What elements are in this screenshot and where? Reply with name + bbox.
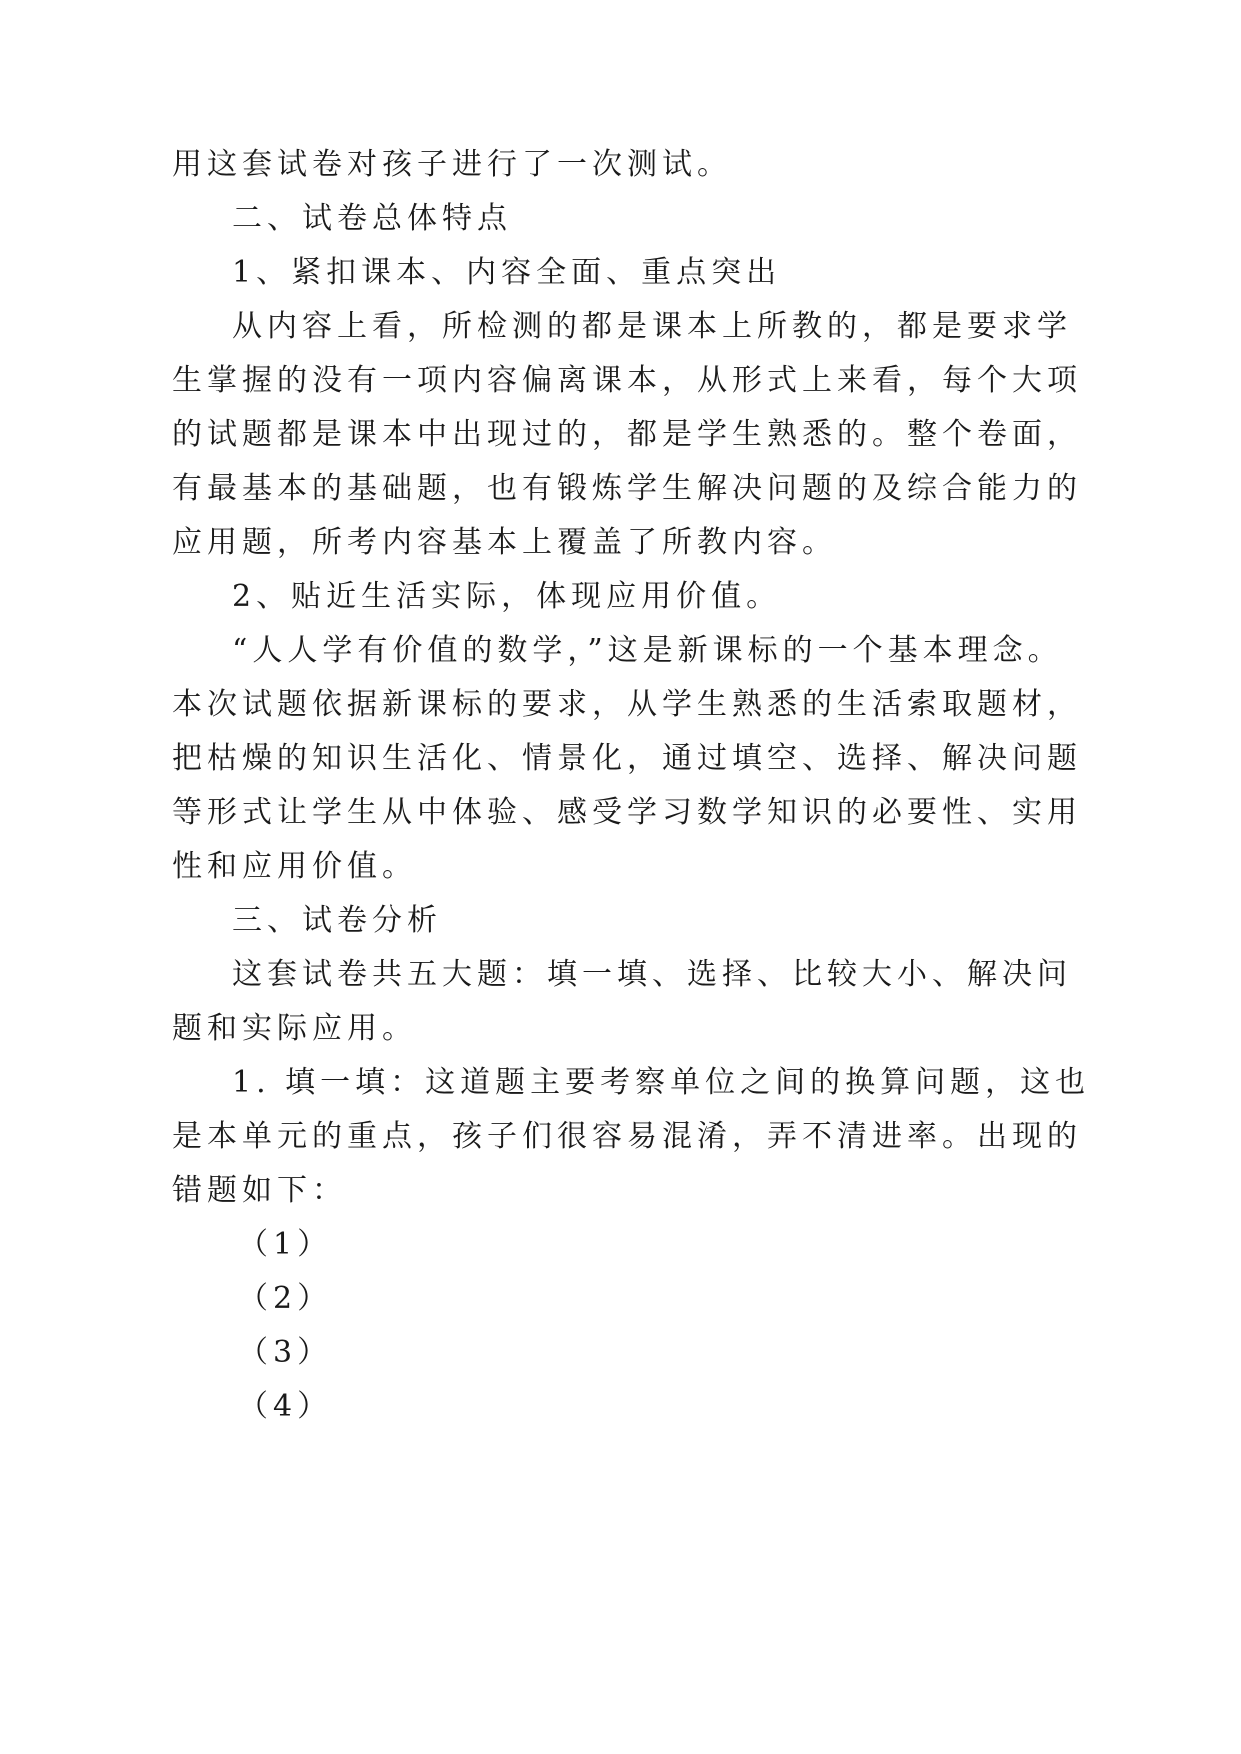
text-line: 性和应用价值。 [172, 849, 417, 884]
list-item: （4） [238, 1389, 333, 1424]
list-item: （2） [238, 1281, 333, 1316]
text-line: 错题如下： [172, 1173, 347, 1208]
section-heading: 三、试卷分析 [232, 903, 442, 938]
subsection-heading: 2、贴近生活实际，体现应用价值。 [232, 579, 782, 614]
subsection-heading: 1、紧扣课本、内容全面、重点突出 [232, 255, 782, 290]
text-line: 生掌握的没有一项内容偏离课本，从形式上来看，每个大项 [172, 363, 1082, 398]
text-line: 题和实际应用。 [172, 1011, 417, 1046]
text-line: 这套试卷共五大题：填一填、选择、比较大小、解决问 [232, 957, 1072, 992]
text-line: 是本单元的重点，孩子们很容易混淆，弄不清进率。出现的 [172, 1119, 1082, 1154]
text-line: 本次试题依据新课标的要求，从学生熟悉的生活索取题材， [172, 687, 1082, 722]
section-heading: 二、试卷总体特点 [232, 201, 512, 236]
list-item: （3） [238, 1335, 333, 1370]
text-line: 把枯燥的知识生活化、情景化，通过填空、选择、解决问题 [172, 741, 1082, 776]
text-line: 从内容上看，所检测的都是课本上所教的，都是要求学 [232, 309, 1072, 344]
text-line: “人人学有价值的数学，”这是新课标的一个基本理念。 [232, 633, 1063, 668]
text-line: 用这套试卷对孩子进行了一次测试。 [172, 147, 732, 182]
list-item: （1） [238, 1227, 333, 1262]
text-line: 1. 填一填：这道题主要考察单位之间的换算问题，这也 [232, 1065, 1091, 1100]
text-line: 的试题都是课本中出现过的，都是学生熟悉的。整个卷面， [172, 417, 1082, 452]
text-line: 有最基本的基础题，也有锻炼学生解决问题的及综合能力的 [172, 471, 1082, 506]
text-line: 应用题，所考内容基本上覆盖了所教内容。 [172, 525, 837, 560]
text-line: 等形式让学生从中体验、感受学习数学知识的必要性、实用 [172, 795, 1082, 830]
